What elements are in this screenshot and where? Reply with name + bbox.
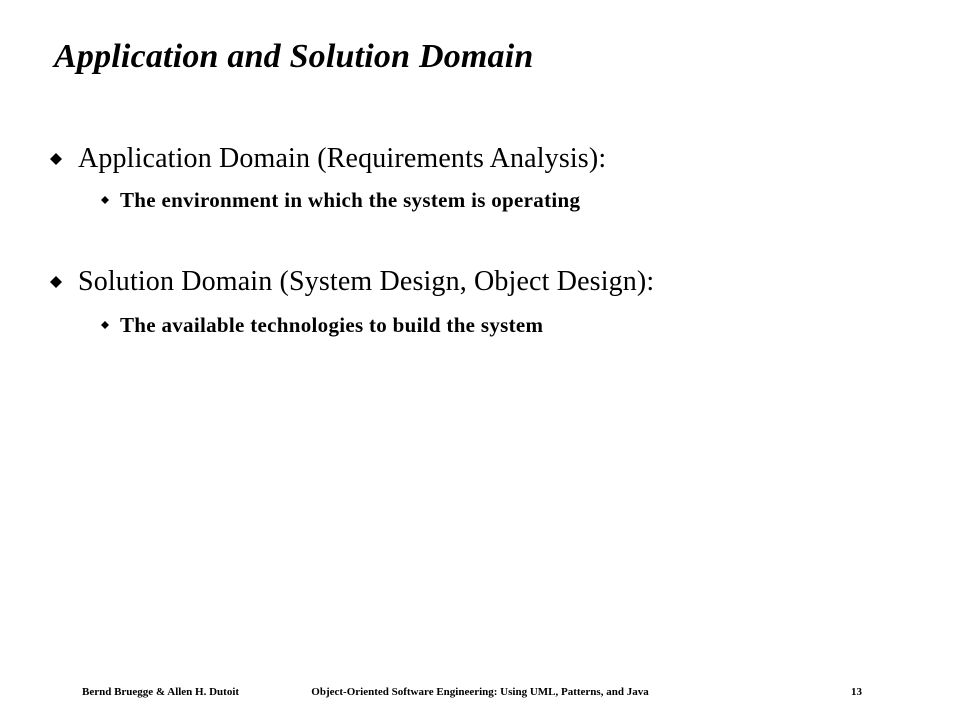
bullet-text: Application Domain (Requirements Analysis): [78, 143, 607, 174]
bullet-application-domain [50, 141, 606, 177]
subbullet-technologies [101, 312, 543, 338]
small-diamond-bullet-icon [101, 321, 109, 329]
bullet-text: Solution Domain (System Design, Object Design): [78, 266, 655, 297]
diamond-bullet-icon [50, 153, 62, 165]
subbullet-text: The available technologies to build the system [120, 312, 544, 337]
footer-book-title: Object-Oriented Software Engineering: Using UML, Patterns, and Java [311, 686, 649, 698]
subbullet-environment [101, 187, 580, 213]
slide-title: Application and Solution Domain [54, 38, 534, 75]
footer-authors: Bernd Bruegge & Allen H. Dutoit [82, 686, 240, 698]
footer-page-number: 13 [851, 686, 862, 698]
subbullet-text: The environment in which the system is operating [120, 187, 581, 212]
diamond-bullet-icon [50, 276, 62, 288]
bullet-solution-domain [50, 264, 654, 300]
small-diamond-bullet-icon [101, 196, 109, 204]
